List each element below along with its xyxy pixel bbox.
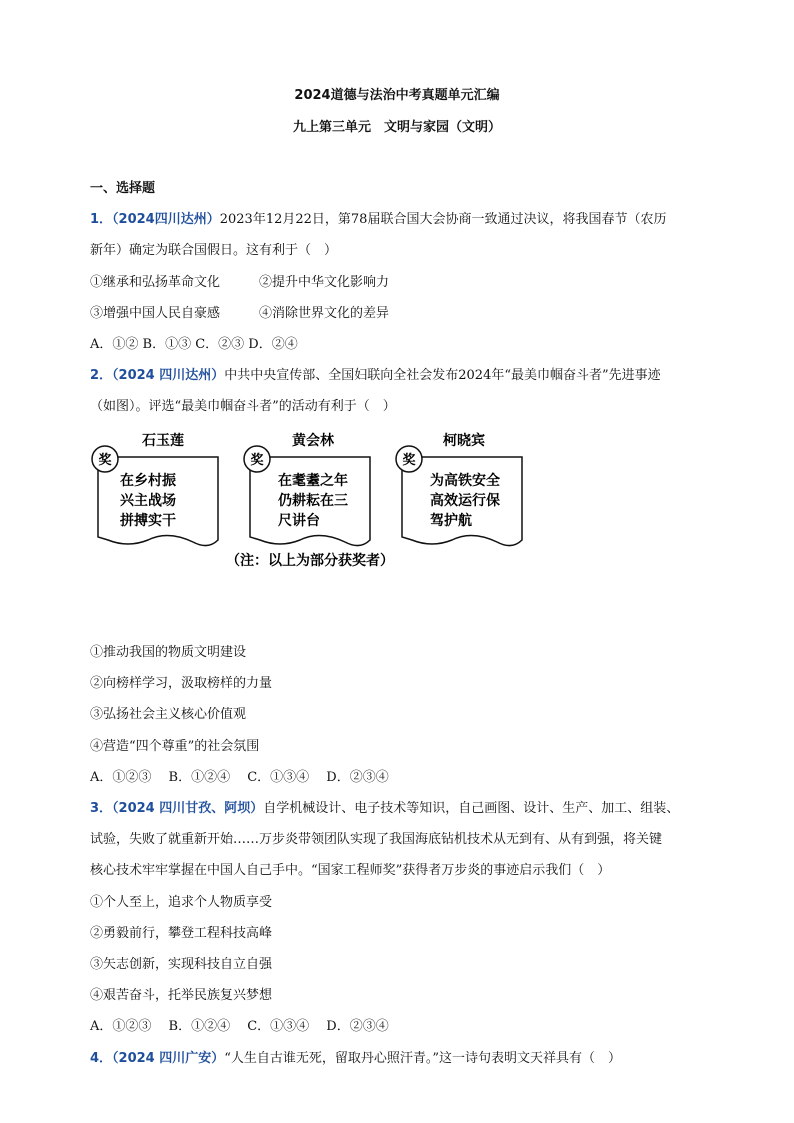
award-3-line2: 高效运行保: [430, 493, 500, 509]
award-1-line2: 兴主战场: [120, 493, 176, 509]
q4-stem-line1: [90, 1047, 621, 1066]
q2-source: （2024 四川达州）: [112, 368, 225, 383]
q1-stem-line2: 新年）确定为联合国假日。这有利于（ ）: [90, 243, 338, 258]
figure-note: （注：以上为部分获奖者）: [226, 553, 394, 569]
section-heading: 一、选择题: [90, 181, 156, 196]
award-card-1: [92, 432, 218, 546]
award-2-line1: 在耄耋之年: [278, 473, 348, 489]
award-3-line1: 为高铁安全: [430, 473, 500, 489]
q1-choices: A．①② B．①③ C．②③ D．②④: [90, 337, 298, 352]
q2-choices: A．①②③ B．①②④ C．①③④ D．②③④: [90, 770, 389, 785]
q3-source: （2024 四川甘孜、阿坝）: [112, 801, 264, 816]
q2-option-2: ②向榜样学习，汲取榜样的力量: [90, 676, 273, 691]
q4-source: （2024 四川广安）: [112, 1051, 225, 1066]
q1-number: 1．: [90, 212, 113, 227]
award-card-3: [396, 432, 522, 546]
q2-stem-line2: （如图）。评选“最美巾帼奋斗者”的活动有利于（ ）: [90, 399, 396, 414]
document-subtitle: 九上第三单元 文明与家园（文明）: [292, 120, 501, 135]
q3-choices: A．①②③ B．①②④ C．①③④ D．②③④: [90, 1019, 389, 1034]
q2-option-1: ①推动我国的物质文明建设: [90, 645, 247, 660]
q3-option-4: ④艰苦奋斗，托举民族复兴梦想: [90, 988, 273, 1003]
q1-stem-line1: [90, 208, 666, 227]
q2-stem-text: 中共中央宣传部、全国妇联向全社会发布2024年“最美巾帼奋斗者”先进事迹: [224, 368, 661, 383]
award-2-badge: 奖: [250, 453, 264, 468]
q2-stem-line1: [90, 364, 661, 383]
q3-stem-line1: [90, 797, 679, 816]
q3-option-3: ③矢志创新，实现科技自立自强: [90, 957, 273, 972]
award-1-line1: 在乡村振: [120, 473, 176, 489]
award-card-2: [244, 432, 370, 546]
q3-stem-line3: 核心技术牢牢掌握在中国人自己手中。“国家工程师奖”获得者万步炎的事迹启示我们（ ）: [90, 863, 611, 878]
award-1-line3: 拼搏实干: [120, 513, 176, 529]
award-2-line3: 尺讲台: [278, 513, 320, 529]
award-1-name: 石玉莲: [142, 433, 184, 449]
award-2-name: 黄会林: [292, 433, 334, 449]
q2-option-3: ③弘扬社会主义核心价值观: [90, 707, 247, 722]
document-title: 2024道德与法治中考真题单元汇编: [294, 88, 500, 103]
q1-options-row1: ①继承和弘扬革命文化 ②提升中华文化影响力: [90, 275, 390, 290]
award-1-badge: 奖: [98, 453, 112, 468]
q1-stem-text: 2023年12月22日，第78届联合国大会协商一致通过决议，将我国春节（农历: [219, 212, 667, 227]
q1-source: （2024四川达州）: [112, 212, 220, 227]
q2-option-4: ④营造“四个尊重”的社会氛围: [90, 739, 260, 754]
q2-number: 2．: [90, 368, 113, 383]
q1-options-row2: ③增强中国人民自豪感 ④消除世界文化的差异: [90, 306, 390, 321]
award-2-line2: 仍耕耘在三: [278, 493, 348, 509]
q3-stem-line2: 试验，失败了就重新开始……万步炎带领团队实现了我国海底钻机技术从无到有、从有到强，将关键: [90, 832, 663, 847]
q4-number: 4．: [90, 1051, 113, 1066]
q3-option-1: ①个人至上，追求个人物质享受: [90, 895, 273, 910]
q3-option-2: ②勇毅前行，攀登工程科技高峰: [90, 926, 273, 941]
award-figure: [88, 422, 528, 582]
q4-stem-text: “人生自古谁无死，留取丹心照汗青。”这一诗句表明文天祥具有（ ）: [224, 1051, 622, 1066]
q3-number: 3．: [90, 801, 113, 816]
award-3-line3: 驾护航: [430, 513, 472, 529]
q3-stem-text: 自学机械设计、电子技术等知识，自己画图、设计、生产、加工、组装、: [263, 801, 680, 816]
award-3-name: 柯晓宾: [443, 433, 485, 449]
award-3-badge: 奖: [402, 453, 416, 468]
